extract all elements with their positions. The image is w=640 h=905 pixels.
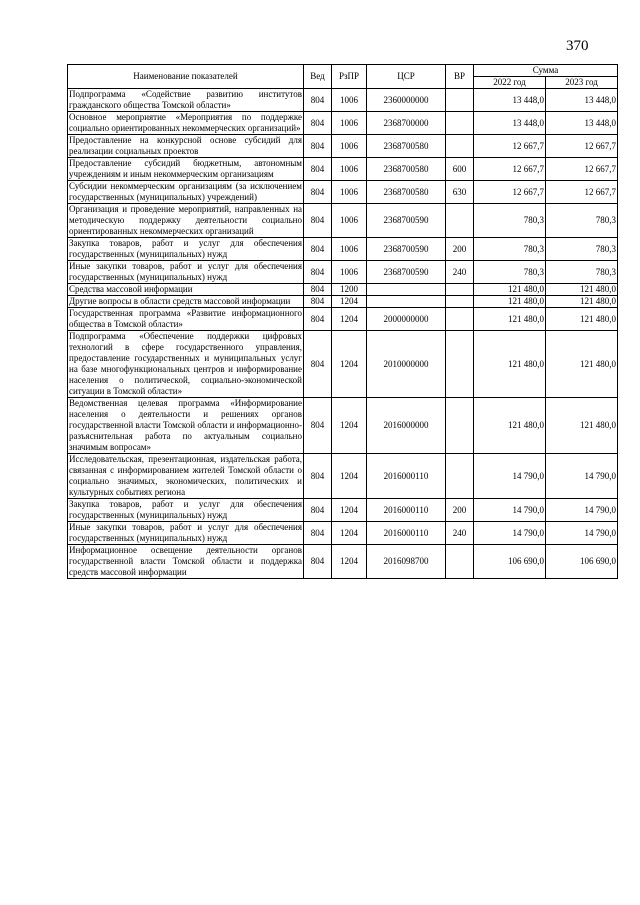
row-sum-2022: 780,3	[474, 238, 546, 261]
header-year-2023: 2023 год	[546, 77, 618, 89]
row-vr	[446, 331, 474, 398]
row-csr: 2010000000	[367, 331, 446, 398]
row-rzpr: 1204	[332, 522, 367, 545]
row-sum-2023: 106 690,0	[546, 545, 618, 579]
row-vr	[446, 398, 474, 454]
row-csr: 2016000000	[367, 398, 446, 454]
table-row	[68, 308, 618, 331]
table-row	[68, 398, 618, 454]
row-name: Закупка товаров, работ и услуг для обеспечения государственных (муниципальных) нужд	[69, 238, 302, 259]
row-vr	[446, 89, 474, 112]
header-sum: Сумма	[474, 65, 618, 77]
row-sum-2023: 12 667,7	[546, 135, 618, 158]
row-rzpr: 1200	[332, 284, 367, 296]
row-ved: 804	[304, 135, 332, 158]
row-name: Исследовательская, презентационная, издательская работа, связанная с информированием жителей Томской области о социально значимых, экономических, политических и культурных событиях региона	[69, 454, 302, 497]
table-row	[68, 204, 618, 238]
row-name: Средства массовой информации	[68, 284, 304, 296]
row-csr: 2368700590	[367, 261, 446, 284]
row-sum-2023: 12 667,7	[546, 181, 618, 204]
row-ved: 804	[304, 238, 332, 261]
row-sum-2023: 780,3	[546, 204, 618, 238]
table-row	[68, 135, 618, 158]
row-rzpr: 1204	[332, 398, 367, 454]
row-vr	[446, 284, 474, 296]
row-name: Иные закупки товаров, работ и услуг для обеспечения государственных (муниципальных) нужд	[69, 522, 302, 543]
row-sum-2023: 121 480,0	[546, 398, 618, 454]
row-csr	[367, 296, 446, 308]
header-rzpr: РзПР	[332, 65, 367, 89]
row-name: Закупка товаров, работ и услуг для обеспечения государственных (муниципальных) нужд	[69, 499, 302, 520]
row-vr: 200	[446, 499, 474, 522]
row-rzpr: 1006	[332, 261, 367, 284]
row-vr: 240	[446, 522, 474, 545]
row-vr	[446, 296, 474, 308]
row-sum-2023: 13 448,0	[546, 89, 618, 112]
row-csr: 2368700580	[367, 135, 446, 158]
row-rzpr: 1006	[332, 181, 367, 204]
row-vr: 630	[446, 181, 474, 204]
row-ved: 804	[304, 296, 332, 308]
row-sum-2022: 12 667,7	[474, 158, 546, 181]
header-name: Наименование показателей	[68, 65, 304, 89]
row-sum-2023: 14 790,0	[546, 454, 618, 499]
table-row	[68, 89, 618, 112]
row-name: Информационное освещение деятельности органов государственной власти Томской области и поддержка средств массовой информации	[69, 545, 302, 577]
row-name: Субсидии некоммерческим организациям (за исключением государственных (муниципальных) учреждений)	[69, 181, 302, 202]
row-sum-2022: 121 480,0	[474, 331, 546, 398]
row-sum-2022: 13 448,0	[474, 89, 546, 112]
table-row	[68, 499, 618, 522]
table-row	[68, 181, 618, 204]
row-rzpr: 1006	[332, 158, 367, 181]
row-vr: 600	[446, 158, 474, 181]
row-sum-2022: 12 667,7	[474, 181, 546, 204]
row-csr: 2360000000	[367, 89, 446, 112]
row-csr: 2016098700	[367, 545, 446, 579]
row-rzpr: 1204	[332, 331, 367, 398]
row-vr	[446, 545, 474, 579]
row-sum-2023: 780,3	[546, 238, 618, 261]
row-rzpr: 1006	[332, 89, 367, 112]
row-rzpr: 1006	[332, 135, 367, 158]
header-vr: ВР	[446, 65, 474, 89]
row-sum-2022: 14 790,0	[474, 499, 546, 522]
row-vr	[446, 454, 474, 499]
row-ved: 804	[304, 204, 332, 238]
row-sum-2022: 121 480,0	[474, 308, 546, 331]
row-name: Подпрограмма «Обеспечение поддержки цифровых технологий в сфере государственного управления, предоставление государственных и муниципальных услуг на базе многофункциональных центров и информирование населения о политической, социально-экономической ситуации в Томской области»	[69, 331, 302, 396]
row-rzpr: 1006	[332, 238, 367, 261]
row-csr: 2016000110	[367, 499, 446, 522]
row-vr: 240	[446, 261, 474, 284]
row-ved: 804	[304, 261, 332, 284]
row-rzpr: 1204	[332, 499, 367, 522]
row-name: Основное мероприятие «Мероприятия по поддержке социально ориентированных некоммерческих организаций»	[69, 112, 302, 133]
row-name: Иные закупки товаров, работ и услуг для обеспечения государственных (муниципальных) нужд	[69, 261, 302, 282]
row-rzpr: 1204	[332, 296, 367, 308]
row-sum-2022: 106 690,0	[474, 545, 546, 579]
row-sum-2023: 13 448,0	[546, 112, 618, 135]
row-name: Другие вопросы в области средств массовой информации	[68, 296, 304, 308]
row-csr: 2000000000	[367, 308, 446, 331]
table-row	[68, 454, 618, 499]
row-vr	[446, 112, 474, 135]
row-sum-2022: 780,3	[474, 261, 546, 284]
row-rzpr: 1204	[332, 454, 367, 499]
row-csr: 2016000110	[367, 454, 446, 499]
row-ved: 804	[304, 522, 332, 545]
row-csr: 2368700590	[367, 238, 446, 261]
table-row	[68, 261, 618, 284]
row-sum-2022: 121 480,0	[474, 398, 546, 454]
row-sum-2022: 13 448,0	[474, 112, 546, 135]
row-csr: 2016000110	[367, 522, 446, 545]
row-sum-2023: 14 790,0	[546, 499, 618, 522]
row-ved: 804	[304, 499, 332, 522]
row-ved: 804	[304, 398, 332, 454]
row-sum-2022: 14 790,0	[474, 454, 546, 499]
row-sum-2023: 14 790,0	[546, 522, 618, 545]
row-sum-2023: 121 480,0	[546, 308, 618, 331]
header-year-2022: 2022 год	[474, 77, 546, 89]
row-name: Подпрограмма «Содействие развитию институтов гражданского общества Томской области»	[69, 89, 302, 110]
row-sum-2023: 121 480,0	[546, 296, 618, 308]
row-ved: 804	[304, 331, 332, 398]
row-vr: 200	[446, 238, 474, 261]
budget-table	[67, 64, 618, 579]
table-row	[68, 331, 618, 398]
row-vr	[446, 135, 474, 158]
row-sum-2023: 121 480,0	[546, 284, 618, 296]
row-sum-2022: 121 480,0	[474, 296, 546, 308]
table-row	[68, 158, 618, 181]
row-name: Ведомственная целевая программа «Информирование населения о деятельности и решениях органов государственной власти Томской области и информационно-разъяснительная работа по актуальным социально значимым вопросам»	[69, 398, 302, 452]
row-vr	[446, 204, 474, 238]
table-row	[68, 522, 618, 545]
row-ved: 804	[304, 545, 332, 579]
row-name: Предоставление субсидий бюджетным, автономным учреждениям и иным некоммерческим организациям	[69, 158, 302, 179]
row-csr: 2368700000	[367, 112, 446, 135]
row-csr: 2368700580	[367, 181, 446, 204]
row-name: Предоставление на конкурсной основе субсидий для реализации социальных проектов	[69, 135, 302, 156]
row-sum-2023: 12 667,7	[546, 158, 618, 181]
table-row	[68, 238, 618, 261]
table-row	[68, 112, 618, 135]
row-name: Государственная программа «Развитие информационного общества в Томской области»	[69, 308, 302, 329]
row-ved: 804	[304, 158, 332, 181]
table-row	[68, 296, 618, 308]
header-csr: ЦСР	[367, 65, 446, 89]
row-ved: 804	[304, 112, 332, 135]
row-sum-2022: 121 480,0	[474, 284, 546, 296]
row-ved: 804	[304, 454, 332, 499]
row-sum-2022: 12 667,7	[474, 135, 546, 158]
row-ved: 804	[304, 308, 332, 331]
row-sum-2023: 121 480,0	[546, 331, 618, 398]
row-csr: 2368700590	[367, 204, 446, 238]
row-sum-2023: 780,3	[546, 261, 618, 284]
row-sum-2022: 14 790,0	[474, 522, 546, 545]
row-rzpr: 1006	[332, 112, 367, 135]
row-sum-2022: 780,3	[474, 204, 546, 238]
header-ved: Вед	[304, 65, 332, 89]
row-name: Организация и проведение мероприятий, направленных на методическую поддержку деятельности социально ориентированных некоммерческих организаций	[69, 204, 302, 236]
row-rzpr: 1204	[332, 545, 367, 579]
row-csr	[367, 284, 446, 296]
row-ved: 804	[304, 181, 332, 204]
row-ved: 804	[304, 89, 332, 112]
table-row	[68, 545, 618, 579]
row-rzpr: 1006	[332, 204, 367, 238]
table-row	[68, 284, 618, 296]
row-vr	[446, 308, 474, 331]
row-csr: 2368700580	[367, 158, 446, 181]
row-rzpr: 1204	[332, 308, 367, 331]
row-ved: 804	[304, 284, 332, 296]
page-number: 370	[566, 38, 589, 54]
